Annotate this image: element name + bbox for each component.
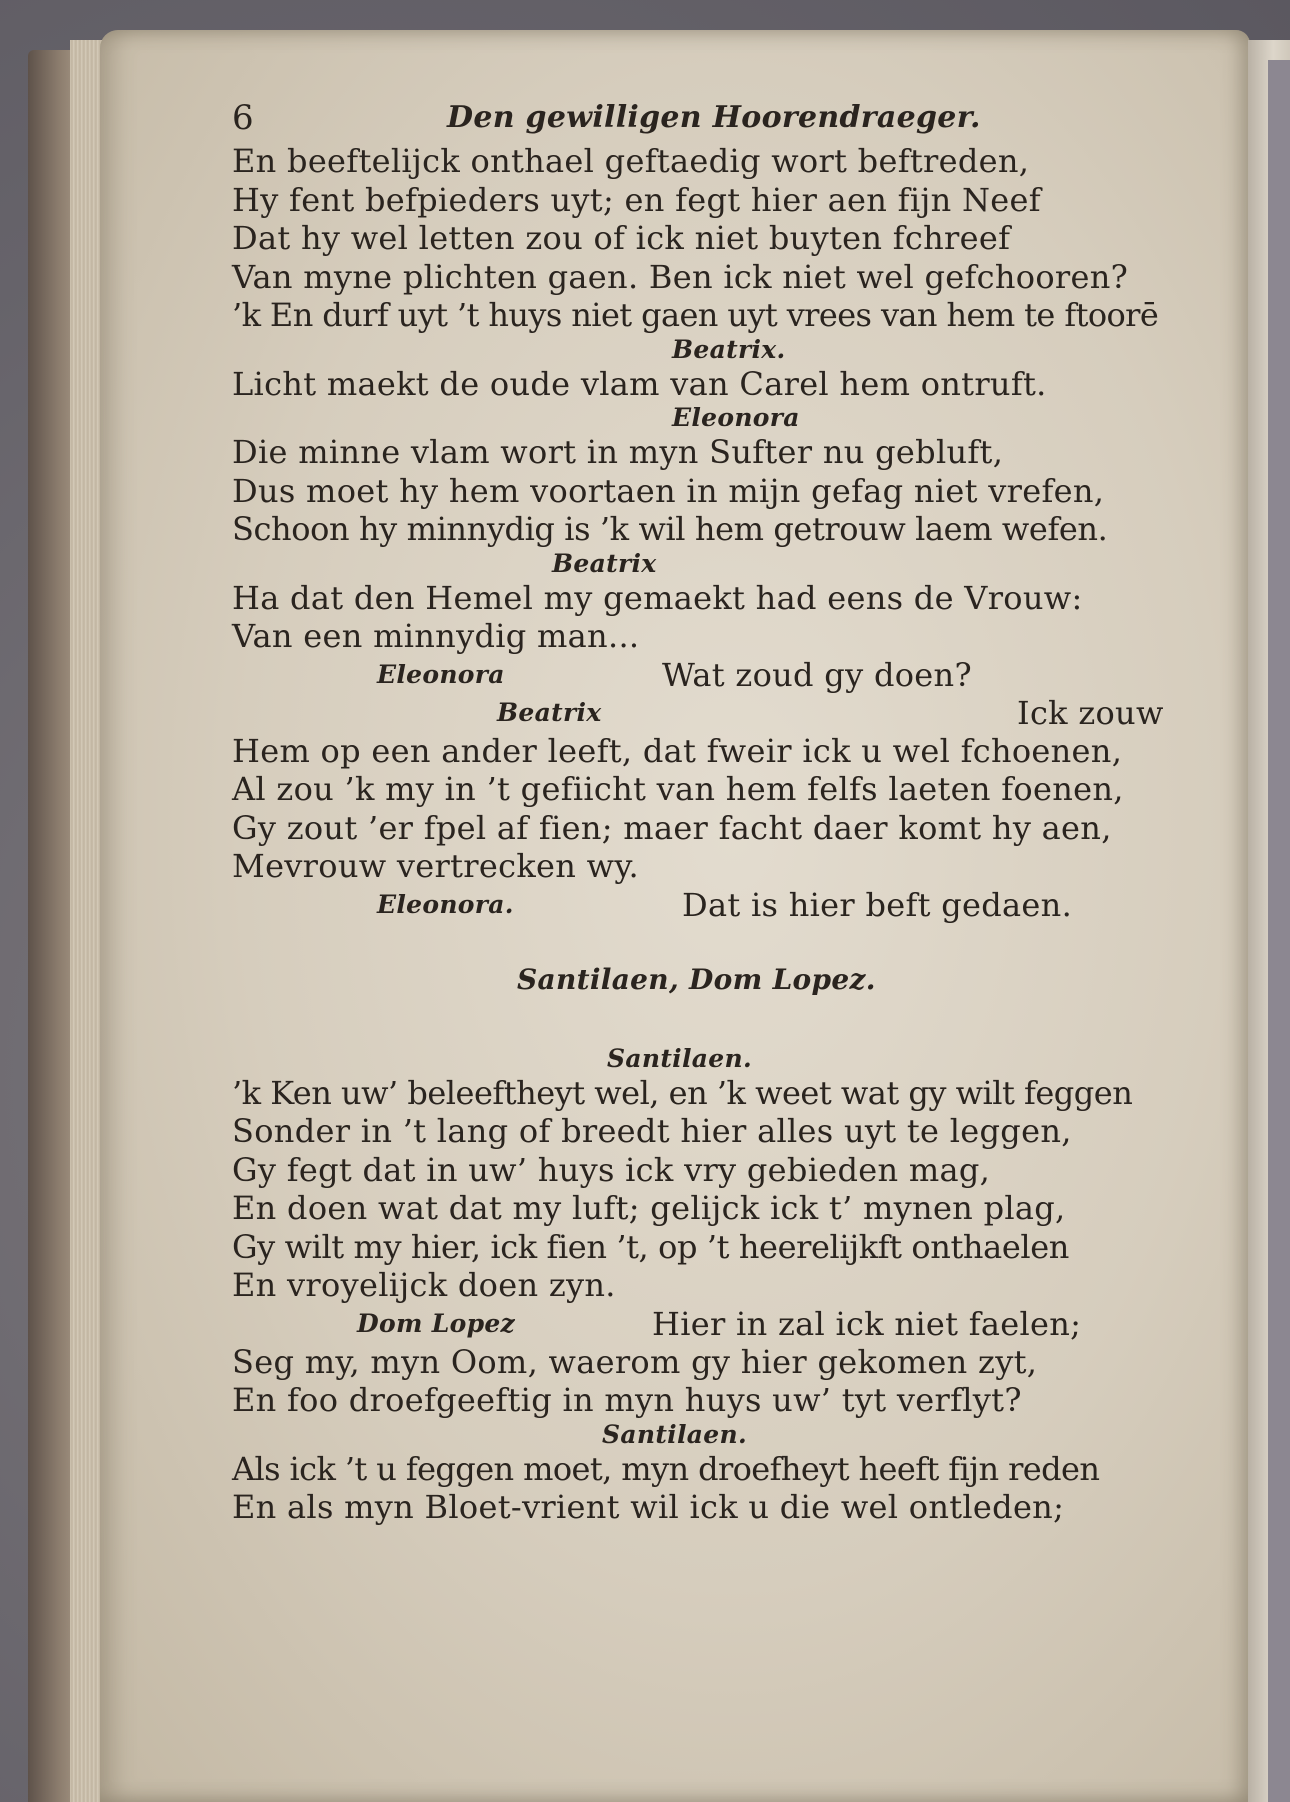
verse-line: Seg my, myn Oom, waerom gy hier gekomen zyt, [232, 1342, 1038, 1381]
split-line [232, 656, 1182, 694]
verse-line: Al zou ’k my in ’t gefiicht van hem felfs laeten foenen, [232, 770, 1124, 808]
split-line [232, 886, 1182, 924]
spacer [232, 924, 1182, 960]
verse-line: Van een minnydig man... [232, 617, 640, 655]
verse-line: Gy fegt dat in uw’ huys ick vry gebieden mag, [232, 1150, 991, 1189]
speaker-santilaen: Santilaen. [607, 1043, 752, 1073]
spacer [232, 1000, 1182, 1044]
verse-fragment: Wat zoud gy doen? [662, 655, 972, 694]
verse-line: En als myn Bloet-vrient wil ick u die wel ontleden; [232, 1488, 1065, 1526]
verse-fragment: Ick zouw [1017, 693, 1164, 732]
speaker-dom-lopez: Dom Lopez [357, 1308, 516, 1338]
page-header [232, 98, 1182, 142]
verse-line: Licht maekt de oude vlam van Carel hem ontruft. [232, 364, 1047, 403]
verse-fragment: Hier in zal ick niet faelen; [652, 1304, 1082, 1343]
speaker-beatrix: Beatrix. [672, 334, 786, 364]
verse-line: Schoon hy minnydig is ’k wil hem getrouw laem wefen. [232, 510, 1108, 548]
split-line [232, 1305, 1182, 1343]
running-title: Den gewilligen Hoorendraeger. [447, 100, 981, 135]
verse-line: Ha dat den Hemel my gemaekt had eens de Vrouw: [232, 578, 1083, 617]
speaker-beatrix: Beatrix [552, 548, 657, 578]
verse-line: En beeftelijck onthael geftaedig wort beftreden, [232, 142, 1030, 180]
verse-line: Hy fent befpieders uyt; en fegt hier aen fijn Neef [232, 180, 1041, 219]
verse-line: Mevrouw vertrecken wy. [232, 847, 639, 885]
verse-line: Als ick ’t u feggen moet, myn droefheyt heeft fijn reden [232, 1449, 1100, 1488]
scene-heading: Santilaen, Dom Lopez. [517, 962, 876, 996]
speaker-eleonora: Eleonora. [377, 889, 514, 919]
verse-line: Gy wilt my hier, ick fien ’t, op ’t heerelijkft onthaelen [232, 1227, 1069, 1266]
verse-line: En doen wat dat my luft; gelijck ick t’ mynen plag, [232, 1189, 1066, 1227]
verse-line: Dus moet hy hem voortaen in mijn gefag niet vrefen, [232, 471, 1105, 510]
background-gap [1268, 60, 1290, 1802]
speaker-beatrix: Beatrix [497, 697, 602, 727]
verse-line: Gy zout ’er fpel af fien; maer facht daer komt hy aen, [232, 808, 1112, 847]
verse-fragment: Dat is hier beft gedaen. [682, 885, 1073, 924]
speaker-santilaen: Santilaen. [602, 1419, 747, 1449]
split-line [232, 694, 1182, 732]
verse-line: ’k Ken uw’ beleeftheyt wel, en ’k weet wat gy wilt feggen [232, 1073, 1133, 1112]
verse-line: Die minne vlam wort in myn Sufter nu gebluft, [232, 433, 1004, 471]
verse-line: En foo droefgeeftig in myn huys uw’ tyt verflyt? [232, 1381, 1022, 1419]
verse-line: Dat hy wel letten zou of ick niet buyten fchreef [232, 219, 1011, 257]
verse-line: Hem op een ander leeft, dat fweir ick u wel fchoenen, [232, 731, 1123, 770]
speaker-eleonora: Eleonora [377, 659, 505, 689]
page-number: 6 [232, 98, 254, 138]
verse-line: Van myne plichten gaen. Ben ick niet wel gefchooren? [232, 257, 1129, 296]
speaker-eleonora: Eleonora [672, 403, 800, 432]
verse-line: En vroyelijck doen zyn. [232, 1266, 616, 1304]
verse-line: ’k En durf uyt ’t huys niet gaen uyt vrees van hem te ftoorē [232, 296, 1159, 334]
verse-line: Sonder in ’t lang of breedt hier alles uyt te leggen, [232, 1112, 1072, 1150]
page-text [232, 98, 1182, 1527]
